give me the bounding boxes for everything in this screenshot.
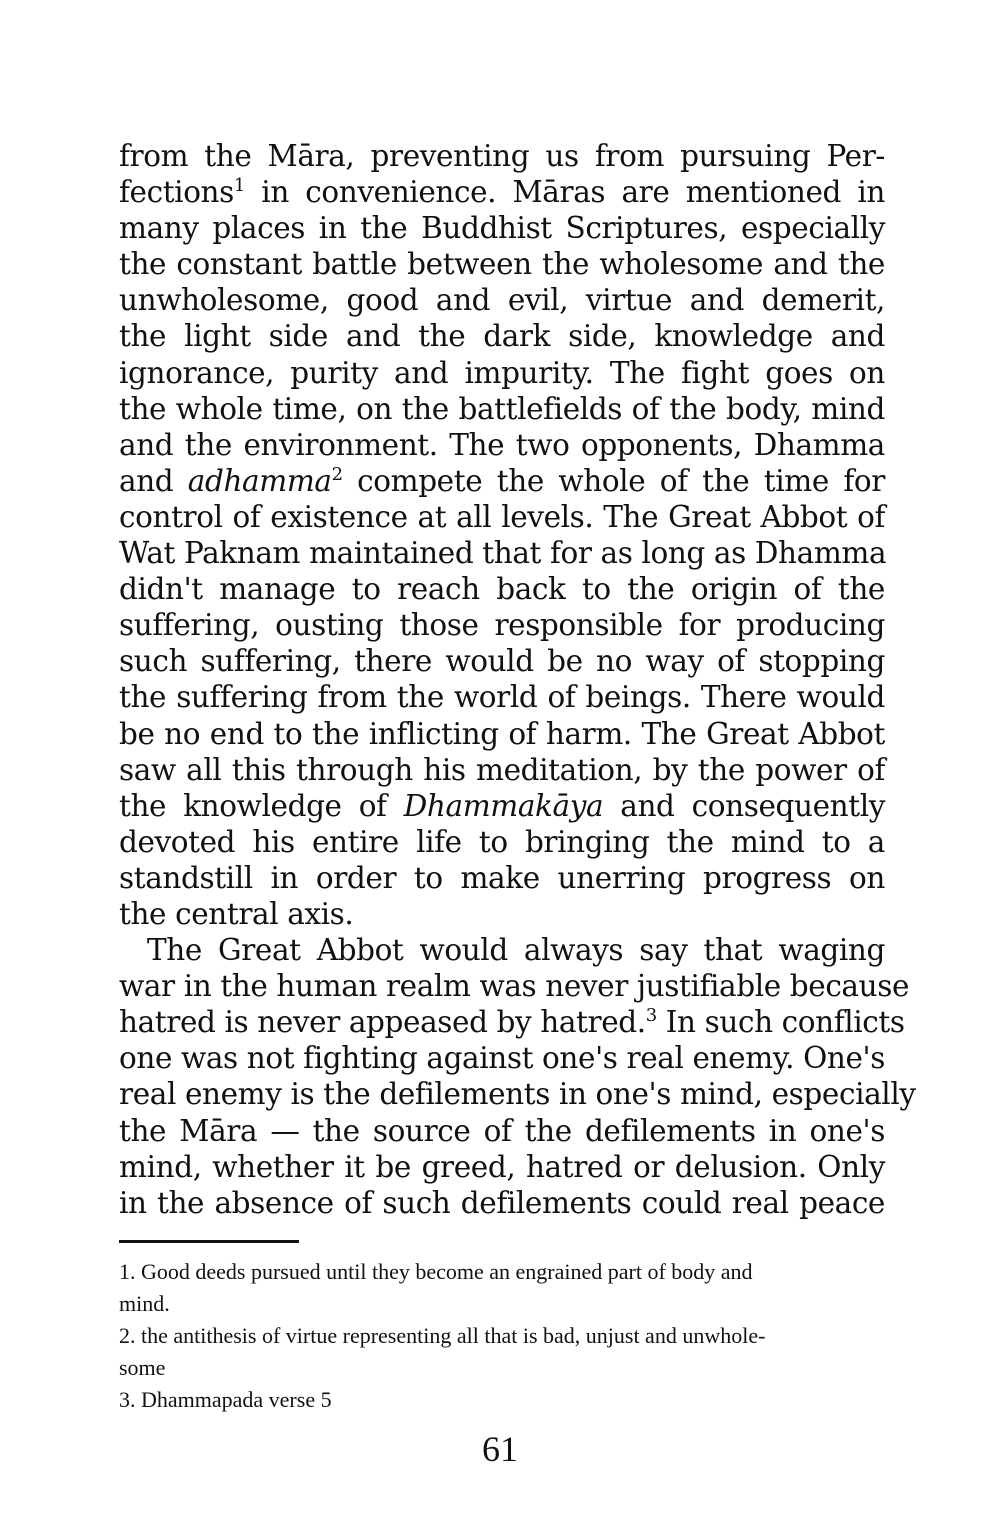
text-line: in the absence of such defilements could real peace — [119, 1185, 885, 1220]
footnote-1: 1. Good deeds pursued until they become an engrained part of body and — [119, 1259, 753, 1284]
footnote-ref-2: 2 — [331, 463, 343, 485]
text-line: suffering, ousting those responsible for producing — [119, 608, 885, 643]
text-line: the knowledge of Dhammakāya and consequently — [119, 788, 885, 823]
text-line: the suffering from the world of beings. There would — [119, 680, 885, 715]
text-line: The Great Abbot would always say that waging — [147, 933, 885, 968]
text-line: real enemy is the defilements in one's mind, especially — [119, 1077, 916, 1112]
text-line: such suffering, there would be no way of stopping — [119, 644, 885, 679]
text-line: mind, whether it be greed, hatred or delusion. Only — [119, 1149, 885, 1184]
text-line: the Māra — the source of the defilements in one's — [119, 1113, 885, 1148]
text-line: be no end to the inflicting of harm. The Great Abbot — [119, 716, 885, 751]
footnote-2-continued: some — [119, 1355, 166, 1380]
italic-term: adhamma — [187, 463, 332, 498]
italic-term: Dhammakāya — [403, 788, 604, 823]
page-number: 61 — [482, 1429, 518, 1469]
text-line: standstill in order to make unerring progress on — [119, 860, 885, 895]
text-line: devoted his entire life to bringing the mind to a — [119, 824, 885, 859]
footnote-3: 3. Dhammapada verse 5 — [119, 1387, 332, 1412]
text-line: the whole time, on the battlefields of the body, mind — [119, 391, 885, 426]
text-line: ignorance, purity and impurity. The fight goes on — [119, 355, 885, 390]
text-line: the light side and the dark side, knowledge and — [119, 319, 885, 354]
text-line: the central axis. — [119, 896, 354, 931]
text-line: and the environment. The two opponents, Dhamma — [119, 427, 885, 462]
text-line: from the Māra, preventing us from pursuing Per- — [119, 139, 885, 173]
text-line: one was not fighting against one's real enemy. One's — [119, 1041, 885, 1076]
text-line: unwholesome, good and evil, virtue and demerit, — [119, 283, 885, 318]
text-line: Wat Paknam maintained that for as long as Dhamma — [119, 536, 887, 571]
text-line: many places in the Buddhist Scriptures, especially — [119, 211, 885, 246]
footnote-ref-1: 1 — [233, 175, 245, 197]
footnote-2: 2. the antithesis of virtue representing all that is bad, unjust and unwhole- — [119, 1323, 766, 1348]
footnote-ref-3: 3 — [645, 1005, 657, 1027]
text-line: didn't manage to reach back to the origin of the — [119, 572, 885, 607]
footnotes — [119, 1256, 885, 1416]
footnote-1-continued: mind. — [119, 1291, 170, 1316]
text-line: the constant battle between the wholesome and the — [119, 247, 885, 282]
text-line: war in the human realm was never justifiable because — [119, 969, 910, 1004]
text-line: saw all this through his meditation, by the power of — [119, 752, 885, 787]
text-line: and adhamma$^2$ compete the whole of the time for — [119, 463, 885, 498]
text-line: hatred is never appeased by hatred.$^3$ In such conflicts — [119, 1005, 905, 1040]
text-line: fections$^1$ in convenience. Māras are mentioned in — [119, 175, 885, 210]
text-line: control of existence at all levels. The Great Abbot of — [119, 499, 885, 534]
footnote-divider — [119, 1240, 299, 1243]
body-text — [119, 138, 916, 1221]
